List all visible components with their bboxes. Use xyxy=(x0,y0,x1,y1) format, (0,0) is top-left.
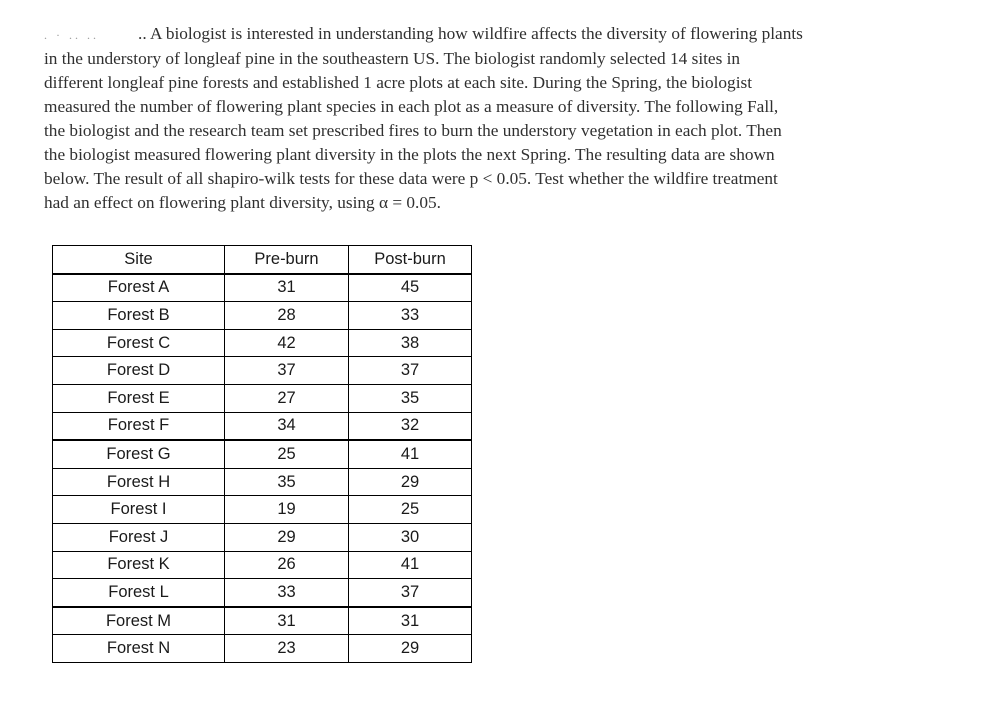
site-cell: Forest L xyxy=(53,579,225,607)
site-cell: Forest D xyxy=(53,357,225,385)
problem-line: different longleaf pine forests and established 1 acre plots at each site. During the Spring, the biologist xyxy=(44,73,753,92)
table-row xyxy=(53,329,472,357)
table-header-row xyxy=(53,246,472,274)
problem-line: the biologist measured flowering plant diversity in the plots the next Spring. The resulting data are shown xyxy=(44,145,775,164)
pre-burn-cell: 42 xyxy=(225,329,349,357)
pre-burn-cell: 31 xyxy=(225,607,349,635)
problem-statement xyxy=(44,22,944,215)
header-pre-burn: Pre-burn xyxy=(225,246,349,274)
site-cell: Forest G xyxy=(53,440,225,468)
post-burn-cell: 30 xyxy=(349,523,472,551)
pre-burn-cell: 19 xyxy=(225,496,349,524)
problem-line: below. The result of all shapiro-wilk tests for these data were p < 0.05. Test whether the wildfire treatment xyxy=(44,169,778,188)
site-cell: Forest N xyxy=(53,635,225,663)
pre-burn-cell: 28 xyxy=(225,302,349,330)
post-burn-cell: 35 xyxy=(349,384,472,412)
site-cell: Forest C xyxy=(53,329,225,357)
post-burn-cell: 38 xyxy=(349,329,472,357)
table-row xyxy=(53,635,472,663)
table-row xyxy=(53,496,472,524)
post-burn-cell: 29 xyxy=(349,468,472,496)
data-table xyxy=(52,245,472,663)
site-cell: Forest B xyxy=(53,302,225,330)
scan-artifact-marks: . · .. .. xyxy=(44,28,99,42)
post-burn-cell: 45 xyxy=(349,274,472,302)
table-row xyxy=(53,551,472,579)
pre-burn-cell: 27 xyxy=(225,384,349,412)
site-cell: Forest F xyxy=(53,412,225,440)
site-cell: Forest I xyxy=(53,496,225,524)
problem-line xyxy=(44,22,944,47)
post-burn-cell: 33 xyxy=(349,302,472,330)
header-post-burn: Post-burn xyxy=(349,246,472,274)
pre-burn-cell: 29 xyxy=(225,523,349,551)
header-site: Site xyxy=(53,246,225,274)
post-burn-cell: 37 xyxy=(349,357,472,385)
pre-burn-cell: 25 xyxy=(225,440,349,468)
pre-burn-cell: 37 xyxy=(225,357,349,385)
table-row xyxy=(53,607,472,635)
table-row xyxy=(53,440,472,468)
table-row xyxy=(53,468,472,496)
table-row xyxy=(53,302,472,330)
post-burn-cell: 41 xyxy=(349,440,472,468)
table-row xyxy=(53,523,472,551)
site-cell: Forest K xyxy=(53,551,225,579)
problem-line: in the understory of longleaf pine in the southeastern US. The biologist randomly selected 14 sites in xyxy=(44,49,741,68)
pre-burn-cell: 35 xyxy=(225,468,349,496)
post-burn-cell: 31 xyxy=(349,607,472,635)
site-cell: Forest J xyxy=(53,523,225,551)
problem-line: the biologist and the research team set prescribed fires to burn the understory vegetation in each plot. Then xyxy=(44,121,782,140)
problem-line: measured the number of flowering plant species in each plot as a measure of diversity. The following Fall, xyxy=(44,97,779,116)
post-burn-cell: 32 xyxy=(349,412,472,440)
table-row xyxy=(53,357,472,385)
post-burn-cell: 41 xyxy=(349,551,472,579)
table-row xyxy=(53,412,472,440)
pre-burn-cell: 33 xyxy=(225,579,349,607)
problem-line-text: .. A biologist is interested in understanding how wildfire affects the diversity of flowering plants xyxy=(138,24,803,43)
site-cell: Forest A xyxy=(53,274,225,302)
site-cell: Forest H xyxy=(53,468,225,496)
site-cell: Forest M xyxy=(53,607,225,635)
site-cell: Forest E xyxy=(53,384,225,412)
post-burn-cell: 29 xyxy=(349,635,472,663)
problem-line: had an effect on flowering plant diversity, using α = 0.05. xyxy=(44,193,441,212)
table-row xyxy=(53,384,472,412)
pre-burn-cell: 26 xyxy=(225,551,349,579)
table-row xyxy=(53,579,472,607)
pre-burn-cell: 31 xyxy=(225,274,349,302)
pre-burn-cell: 34 xyxy=(225,412,349,440)
pre-burn-cell: 23 xyxy=(225,635,349,663)
post-burn-cell: 37 xyxy=(349,579,472,607)
table-row xyxy=(53,274,472,302)
post-burn-cell: 25 xyxy=(349,496,472,524)
